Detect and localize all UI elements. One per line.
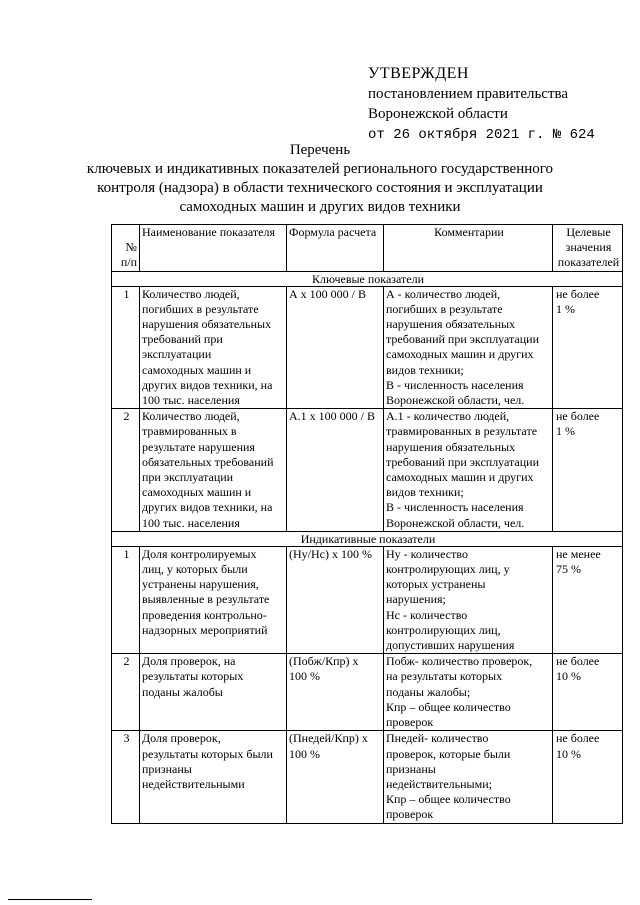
indicator-name-line: самоходных машин и	[142, 485, 252, 500]
indicator-goal-line: 10 %	[556, 669, 581, 684]
indicator-formula-line: (Ну/Нс) х 100 %	[289, 546, 372, 561]
indicator-comments-line: контролирующих лиц,	[386, 622, 501, 637]
indicator-name-line: результате нарушения	[142, 439, 255, 454]
indicator-formula	[287, 731, 384, 823]
table-row	[112, 731, 623, 823]
table-row	[112, 409, 623, 532]
approval-block	[368, 64, 595, 145]
indicator-comments	[384, 731, 553, 823]
indicator-formula-line: А.1 х 100 000 / В	[289, 409, 376, 424]
indicator-goal	[553, 546, 623, 653]
indicator-goal-line: не более	[556, 409, 600, 424]
indicator-comments-line: признаны	[386, 761, 436, 776]
indicator-formula	[287, 409, 384, 532]
indicator-name-line: Количество людей,	[142, 409, 240, 424]
indicator-comments	[384, 286, 553, 409]
indicator-comments-line: А - количество людей,	[386, 286, 501, 301]
section-indicative-label: Индикативные показатели	[112, 531, 623, 546]
title-word: Перечень	[289, 142, 351, 158]
indicator-goal-line: не более	[556, 654, 600, 669]
indicator-name-line: недействительными	[142, 776, 245, 791]
indicator-goal-line: не более	[556, 286, 600, 301]
indicator-comments-line: травмированных в результате	[386, 424, 538, 439]
indicator-name-line: других видов техники, на	[142, 500, 273, 515]
row-number: 2	[112, 409, 140, 532]
indicator-name-line: признаны	[142, 761, 192, 776]
indicator-formula-line: (Пнедей/Кпр) х	[289, 731, 368, 746]
indicator-comments-line: нарушения обязательных	[386, 439, 516, 454]
indicator-name	[140, 286, 287, 409]
header-goal-line: показателей	[557, 255, 620, 270]
row-number: 1	[112, 286, 140, 409]
approval-line-2: Воронежской области	[368, 106, 508, 122]
header-comments: Комментарии	[384, 225, 553, 272]
indicator-goal-line: не менее	[556, 546, 601, 561]
indicator-name	[140, 409, 287, 532]
approval-line-1: постановлением правительства	[368, 86, 569, 102]
indicator-comments	[384, 409, 553, 532]
indicator-goal-line: не более	[556, 731, 600, 746]
footer-rule	[8, 899, 92, 900]
key-indicators-body	[112, 271, 623, 531]
header-goal-line: значения	[565, 240, 612, 255]
indicator-name-line: 100 тыс. населения	[142, 393, 240, 408]
indicator-comments-line: В - численность населения	[386, 377, 524, 392]
header-num-line: п/п	[120, 255, 137, 270]
indicator-goal-line: 1 %	[556, 424, 575, 439]
approval-date: от 26 октября 2021 г. № 624	[368, 127, 595, 143]
indicator-goal	[553, 731, 623, 823]
indicator-comments-line: В - численность населения	[386, 500, 524, 515]
indicator-formula-line: А х 100 000 / В	[289, 286, 367, 301]
indicator-comments-line: контролирующих лиц, у	[386, 562, 510, 577]
indicator-comments-line: проверок	[386, 807, 434, 822]
indicator-name	[140, 654, 287, 731]
indicator-comments-line: нарушения обязательных	[386, 317, 516, 332]
indicator-name-line: результаты которых были	[142, 746, 273, 761]
indicator-goal-line: 10 %	[556, 746, 581, 761]
indicator-formula	[287, 286, 384, 409]
indicator-comments-line: А.1 - количество людей,	[386, 409, 510, 424]
indicator-comments-line: Воронежской области, чел.	[386, 393, 525, 408]
header-num	[112, 225, 140, 272]
indicator-comments-line: самоходных машин и других	[386, 470, 534, 485]
indicator-name-line: нарушения обязательных	[142, 317, 272, 332]
indicator-comments-line: недействительными;	[386, 776, 492, 791]
title-line-3: самоходных машин и других видов техники	[179, 199, 461, 215]
indicator-name-line: обязательных требований	[142, 454, 274, 469]
indicator-name	[140, 731, 287, 823]
indicator-name-line: Доля контролируемых	[142, 546, 257, 561]
title-line-2: контроля (надзора) в области технического состояния и эксплуатации	[97, 180, 543, 196]
indicator-comments-line: требований при эксплуатации	[386, 454, 540, 469]
indicator-name-line: травмированных в	[142, 424, 237, 439]
header-goal	[553, 225, 623, 272]
section-row	[112, 531, 623, 546]
table-row	[112, 546, 623, 653]
indicator-name-line: при эксплуатации	[142, 470, 234, 485]
indicator-name-line: требований при	[142, 332, 223, 347]
indicator-name-line: 100 тыс. населения	[142, 515, 240, 530]
indicator-goal	[553, 409, 623, 532]
indicator-name	[140, 546, 287, 653]
indicator-formula-line: 100 %	[289, 669, 320, 684]
section-key-label: Ключевые показатели	[112, 271, 623, 286]
indicators-table	[111, 224, 623, 824]
indicator-comments-line: допустивших нарушения	[386, 638, 515, 653]
indicator-name-line: погибших в результате	[142, 301, 259, 316]
indicator-goal-line: 1 %	[556, 301, 575, 316]
indicator-comments-line: погибших в результате	[386, 301, 503, 316]
indicator-name-line: Доля проверок,	[142, 731, 221, 746]
indicator-comments-line: видов техники;	[386, 362, 464, 377]
header-goal-line: Целевые	[566, 225, 611, 239]
title-line-1: ключевых и индикативных показателей регионального государственного	[86, 161, 554, 177]
indicator-comments-line: Кпр – общее количество	[386, 792, 511, 807]
row-number: 2	[112, 654, 140, 731]
indicator-name-line: Доля проверок, на	[142, 654, 236, 669]
indicator-name-line: эксплуатации	[142, 347, 212, 362]
indicator-goal	[553, 286, 623, 409]
indicator-comments-line: Ну - количество	[386, 546, 468, 561]
row-number: 3	[112, 731, 140, 823]
document-title	[0, 141, 640, 217]
indicator-formula	[287, 546, 384, 653]
indicator-comments	[384, 546, 553, 653]
indicator-comments-line: нарушения;	[386, 592, 446, 607]
header-name: Наименование показателя	[140, 225, 287, 272]
indicator-comments-line: требований при эксплуатации	[386, 332, 540, 347]
indicator-name-line: надзорных мероприятий	[142, 622, 268, 637]
indicator-comments-line: проверок	[386, 715, 434, 730]
indicator-name-line: лиц, у которых были	[142, 562, 248, 577]
indicator-comments-line: самоходных машин и других	[386, 347, 534, 362]
indicator-comments-line: Пнедей- количество	[386, 731, 489, 746]
section-row	[112, 271, 623, 286]
indicator-comments-line: которых устранены	[386, 577, 486, 592]
header-formula: Формула расчета	[287, 225, 384, 272]
table-row	[112, 286, 623, 409]
indicator-name-line: проведения контрольно-	[142, 607, 267, 622]
indicator-comments-line: проверок, которые были	[386, 746, 511, 761]
indicator-name-line: выявленные в результате	[142, 592, 270, 607]
header-num-line: №	[125, 240, 137, 255]
indicative-indicators-body	[112, 531, 623, 823]
table-header-row	[112, 225, 623, 272]
table-row	[112, 654, 623, 731]
approval-heading: УТВЕРЖДЕН	[368, 65, 469, 82]
indicator-formula	[287, 654, 384, 731]
indicator-goal-line: 75 %	[556, 562, 581, 577]
indicator-name-line: Количество людей,	[142, 286, 240, 301]
indicator-comments-line: на результаты которых	[386, 669, 503, 684]
indicator-name-line: поданы жалобы	[142, 684, 223, 699]
indicator-formula-line: 100 %	[289, 746, 320, 761]
indicator-comments-line: Нс - количество	[386, 607, 468, 622]
indicator-name-line: самоходных машин и	[142, 362, 252, 377]
indicator-name-line: результаты которых	[142, 669, 244, 684]
indicator-comments-line: поданы жалобы;	[386, 684, 471, 699]
indicator-comments-line: Кпр – общее количество	[386, 699, 511, 714]
row-number: 1	[112, 546, 140, 653]
indicator-comments-line: видов техники;	[386, 485, 464, 500]
indicator-name-line: устранены нарушения,	[142, 577, 259, 592]
indicator-comments	[384, 654, 553, 731]
indicator-comments-line: Воронежской области, чел.	[386, 515, 525, 530]
indicator-goal	[553, 654, 623, 731]
indicator-comments-line: Побж- количество проверок,	[386, 654, 533, 669]
indicator-formula-line: (Побж/Кпр) х	[289, 654, 359, 669]
indicator-name-line: других видов техники, на	[142, 377, 273, 392]
